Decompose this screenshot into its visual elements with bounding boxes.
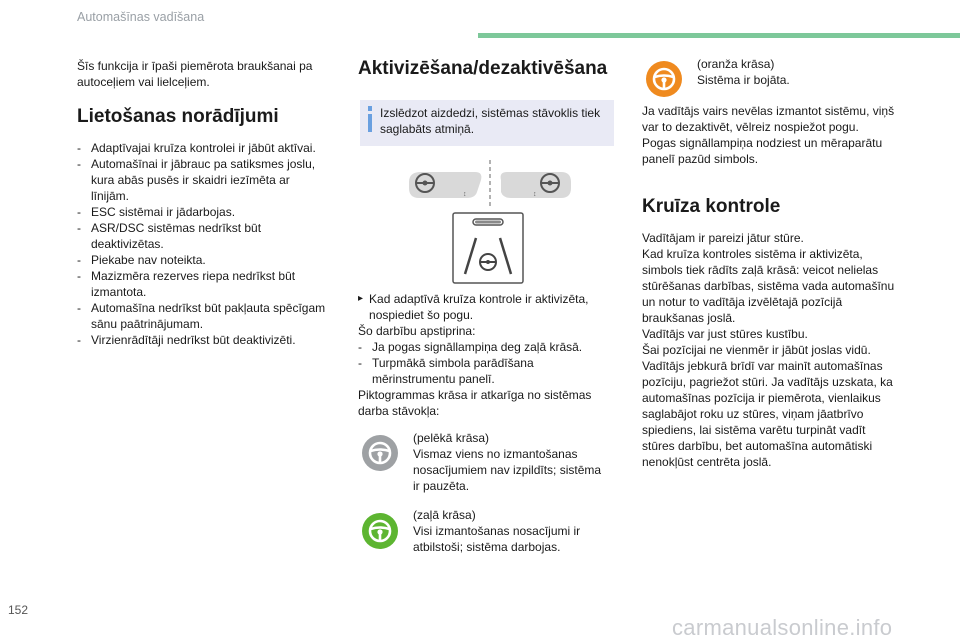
condition-item — [77, 220, 352, 252]
svg-text:↕: ↕ — [533, 191, 537, 198]
condition-item-line: - Automašīna nedrīkst būt pakļauta spēcīgam — [91, 301, 326, 315]
condition-item — [77, 300, 352, 332]
condition-item-line: kura abās pusēs ir skaidri iezīmēta ar — [91, 173, 290, 187]
condition-item-line: - Virzienrādītāji nedrīkst būt deaktivizēti. — [91, 333, 296, 347]
column-left — [77, 58, 342, 90]
condition-item-line: - ESC sistēmai ir jādarbojas. — [91, 205, 236, 219]
intro-line: autoceļiem vai lielceļiem. — [77, 75, 210, 89]
condition-item — [77, 140, 352, 156]
status-grey — [362, 435, 398, 471]
condition-item-line: - Piekabe nav noteikta. — [91, 253, 206, 267]
deactivate-paragraph — [642, 103, 937, 167]
pictogram-text: darba stāvokļa: — [358, 404, 440, 418]
info-note-text — [380, 105, 610, 137]
condition-item-line: sānu paātrinājumam. — [91, 317, 204, 331]
lane-cluster-illustration — [405, 158, 575, 210]
note-line: saglabāts atmiņā. — [380, 122, 475, 136]
condition-item-line: - Mazizmēra rezerves riepa nedrīkst būt — [91, 269, 296, 283]
status-line: (zaļā krāsa) — [413, 508, 476, 522]
pictogram-text: Piktogrammas krāsa ir atkarīga no sistēmas — [358, 388, 592, 402]
status-line: atbilstoši; sistēma darbojas. — [413, 540, 561, 554]
watermark: carmanualsonline.info — [672, 615, 893, 640]
status-grey-text — [413, 430, 623, 494]
paragraph-line: spiediens, lai sistēma varētu turpināt vadīt — [642, 423, 866, 437]
paragraph-line: Vadītājs var just stūres kustību. — [642, 327, 808, 341]
condition-item-line: līnijām. — [91, 189, 130, 203]
condition-item-line: izmantota. — [91, 285, 147, 299]
paragraph-line: Šai pozīcijai ne vienmēr ir jābūt joslas vidū. — [642, 343, 871, 357]
steering-wheel-icon — [362, 435, 398, 471]
paragraph-line: saglabājot roku uz stūres, viņam jāatbrīvo — [642, 407, 864, 421]
lane-keeping-button[interactable] — [452, 212, 524, 284]
paragraph-line: Ja vadītājs vairs nevēlas izmantot sistēmu, viņš — [642, 104, 895, 118]
paragraph-line: Vadītājs jebkurā brīdī var mainīt automašīnas — [642, 359, 883, 373]
arrow-bullet-icon: ▸ — [358, 293, 364, 304]
paragraph-line: stūres darbību, bet automašīna automātiski — [642, 439, 873, 453]
intro-line: Šīs funkcija ir īpaši piemērota braukšanai pa — [77, 59, 313, 73]
steering-wheel-icon — [646, 61, 682, 97]
page-number: 152 — [8, 603, 29, 617]
status-green-text — [413, 507, 623, 555]
paragraph-line: var to dezaktivēt, vēlreiz nospiežot pogu. — [642, 120, 859, 134]
confirm-item — [358, 355, 620, 387]
heading-cruise-control: Kruīza kontrole — [642, 196, 781, 217]
status-line: (pelēkā krāsa) — [413, 431, 490, 445]
status-orange-text — [697, 56, 917, 88]
condition-item-line: - Adaptīvajai kruīza kontrolei ir jābūt aktīvai. — [91, 141, 316, 155]
paragraph-line: un notur to vadītāja izvēlētajā pozīcijā — [642, 295, 843, 309]
heading-activation: Aktivizēšana/dezaktivēšana — [358, 58, 608, 79]
paragraph-line: pozīciju, pagriežot stūri. Ja vadītājs uzskata, ka — [642, 375, 893, 389]
instruction-line: nospiediet šo pogu. — [369, 308, 474, 322]
note-line: Izslēdzot aizdedzi, sistēmas stāvoklis tiek — [380, 106, 601, 120]
paragraph-line: stūrēšanas darbības, sistēma vada automašīnu — [642, 279, 895, 293]
status-orange — [646, 61, 682, 97]
steering-wheel-icon — [362, 513, 398, 549]
condition-item — [77, 332, 352, 348]
condition-item-line: deaktivizētas. — [91, 237, 164, 251]
condition-item-line: - ASR/DSC sistēmas nedrīkst būt — [91, 221, 262, 235]
condition-item — [77, 204, 352, 220]
paragraph-line: Vadītājam ir pareizi jātur stūre. — [642, 231, 804, 245]
cruise-control-paragraph — [642, 230, 942, 470]
confirm-item-line: - Ja pogas signāllampiņa deg zaļā krāsā. — [372, 340, 583, 354]
info-icon — [365, 106, 375, 132]
activation-instructions — [358, 291, 620, 419]
steering-wheel-glyph — [651, 66, 677, 92]
paragraph-line: braukšanas joslā. — [642, 311, 736, 325]
confirm-text: Šo darbību apstiprina: — [358, 324, 476, 338]
condition-item-line: - Automašīnai ir jābrauc pa satiksmes joslu, — [91, 157, 316, 171]
paragraph-line: automašīnas pozīcija ir piemērota, vienlaikus — [642, 391, 881, 405]
status-green — [362, 513, 398, 549]
paragraph-line: panelī pazūd simbols. — [642, 152, 759, 166]
instruction-line: Kad adaptīvā kruīza kontrole ir aktivizēta, — [369, 292, 589, 306]
status-line: Sistēma ir bojāta. — [697, 73, 790, 87]
paragraph-line: Pogas signāllampiņa nodziest un mēraparātu — [642, 136, 883, 150]
status-line: (oranža krāsa) — [697, 57, 775, 71]
section-header-title: Automašīnas vadīšana — [77, 10, 205, 24]
paragraph-line: nenokļūst centrēta joslā. — [642, 455, 772, 469]
confirm-item-line: mērinstrumentu panelī. — [372, 372, 495, 386]
confirm-item-line: - Turpmākā simbola parādīšana — [372, 356, 534, 370]
status-line: Visi izmantošanas nosacījumi ir — [413, 524, 581, 538]
status-line: ir pauzēta. — [413, 479, 470, 493]
section-header-bar — [478, 33, 960, 38]
condition-item — [77, 252, 352, 268]
steering-wheel-glyph — [367, 440, 393, 466]
confirm-list — [358, 339, 620, 387]
condition-item — [77, 268, 352, 300]
steering-wheel-glyph — [367, 518, 393, 544]
heading-usage-instructions: Lietošanas norādījumi — [77, 106, 279, 127]
condition-item — [77, 156, 352, 204]
usage-conditions-list — [77, 140, 352, 348]
paragraph-line: Kad kruīza kontroles sistēma ir aktivizēta, — [642, 247, 863, 261]
confirm-item — [358, 339, 620, 355]
svg-text:↕: ↕ — [463, 191, 467, 198]
status-line: Vismaz viens no izmantošanas — [413, 447, 578, 461]
status-line: nosacījumiem nav izpildīts; sistēma — [413, 463, 602, 477]
paragraph-line: simbols tiek rādīts zaļā krāsā: veicot nelielas — [642, 263, 879, 277]
